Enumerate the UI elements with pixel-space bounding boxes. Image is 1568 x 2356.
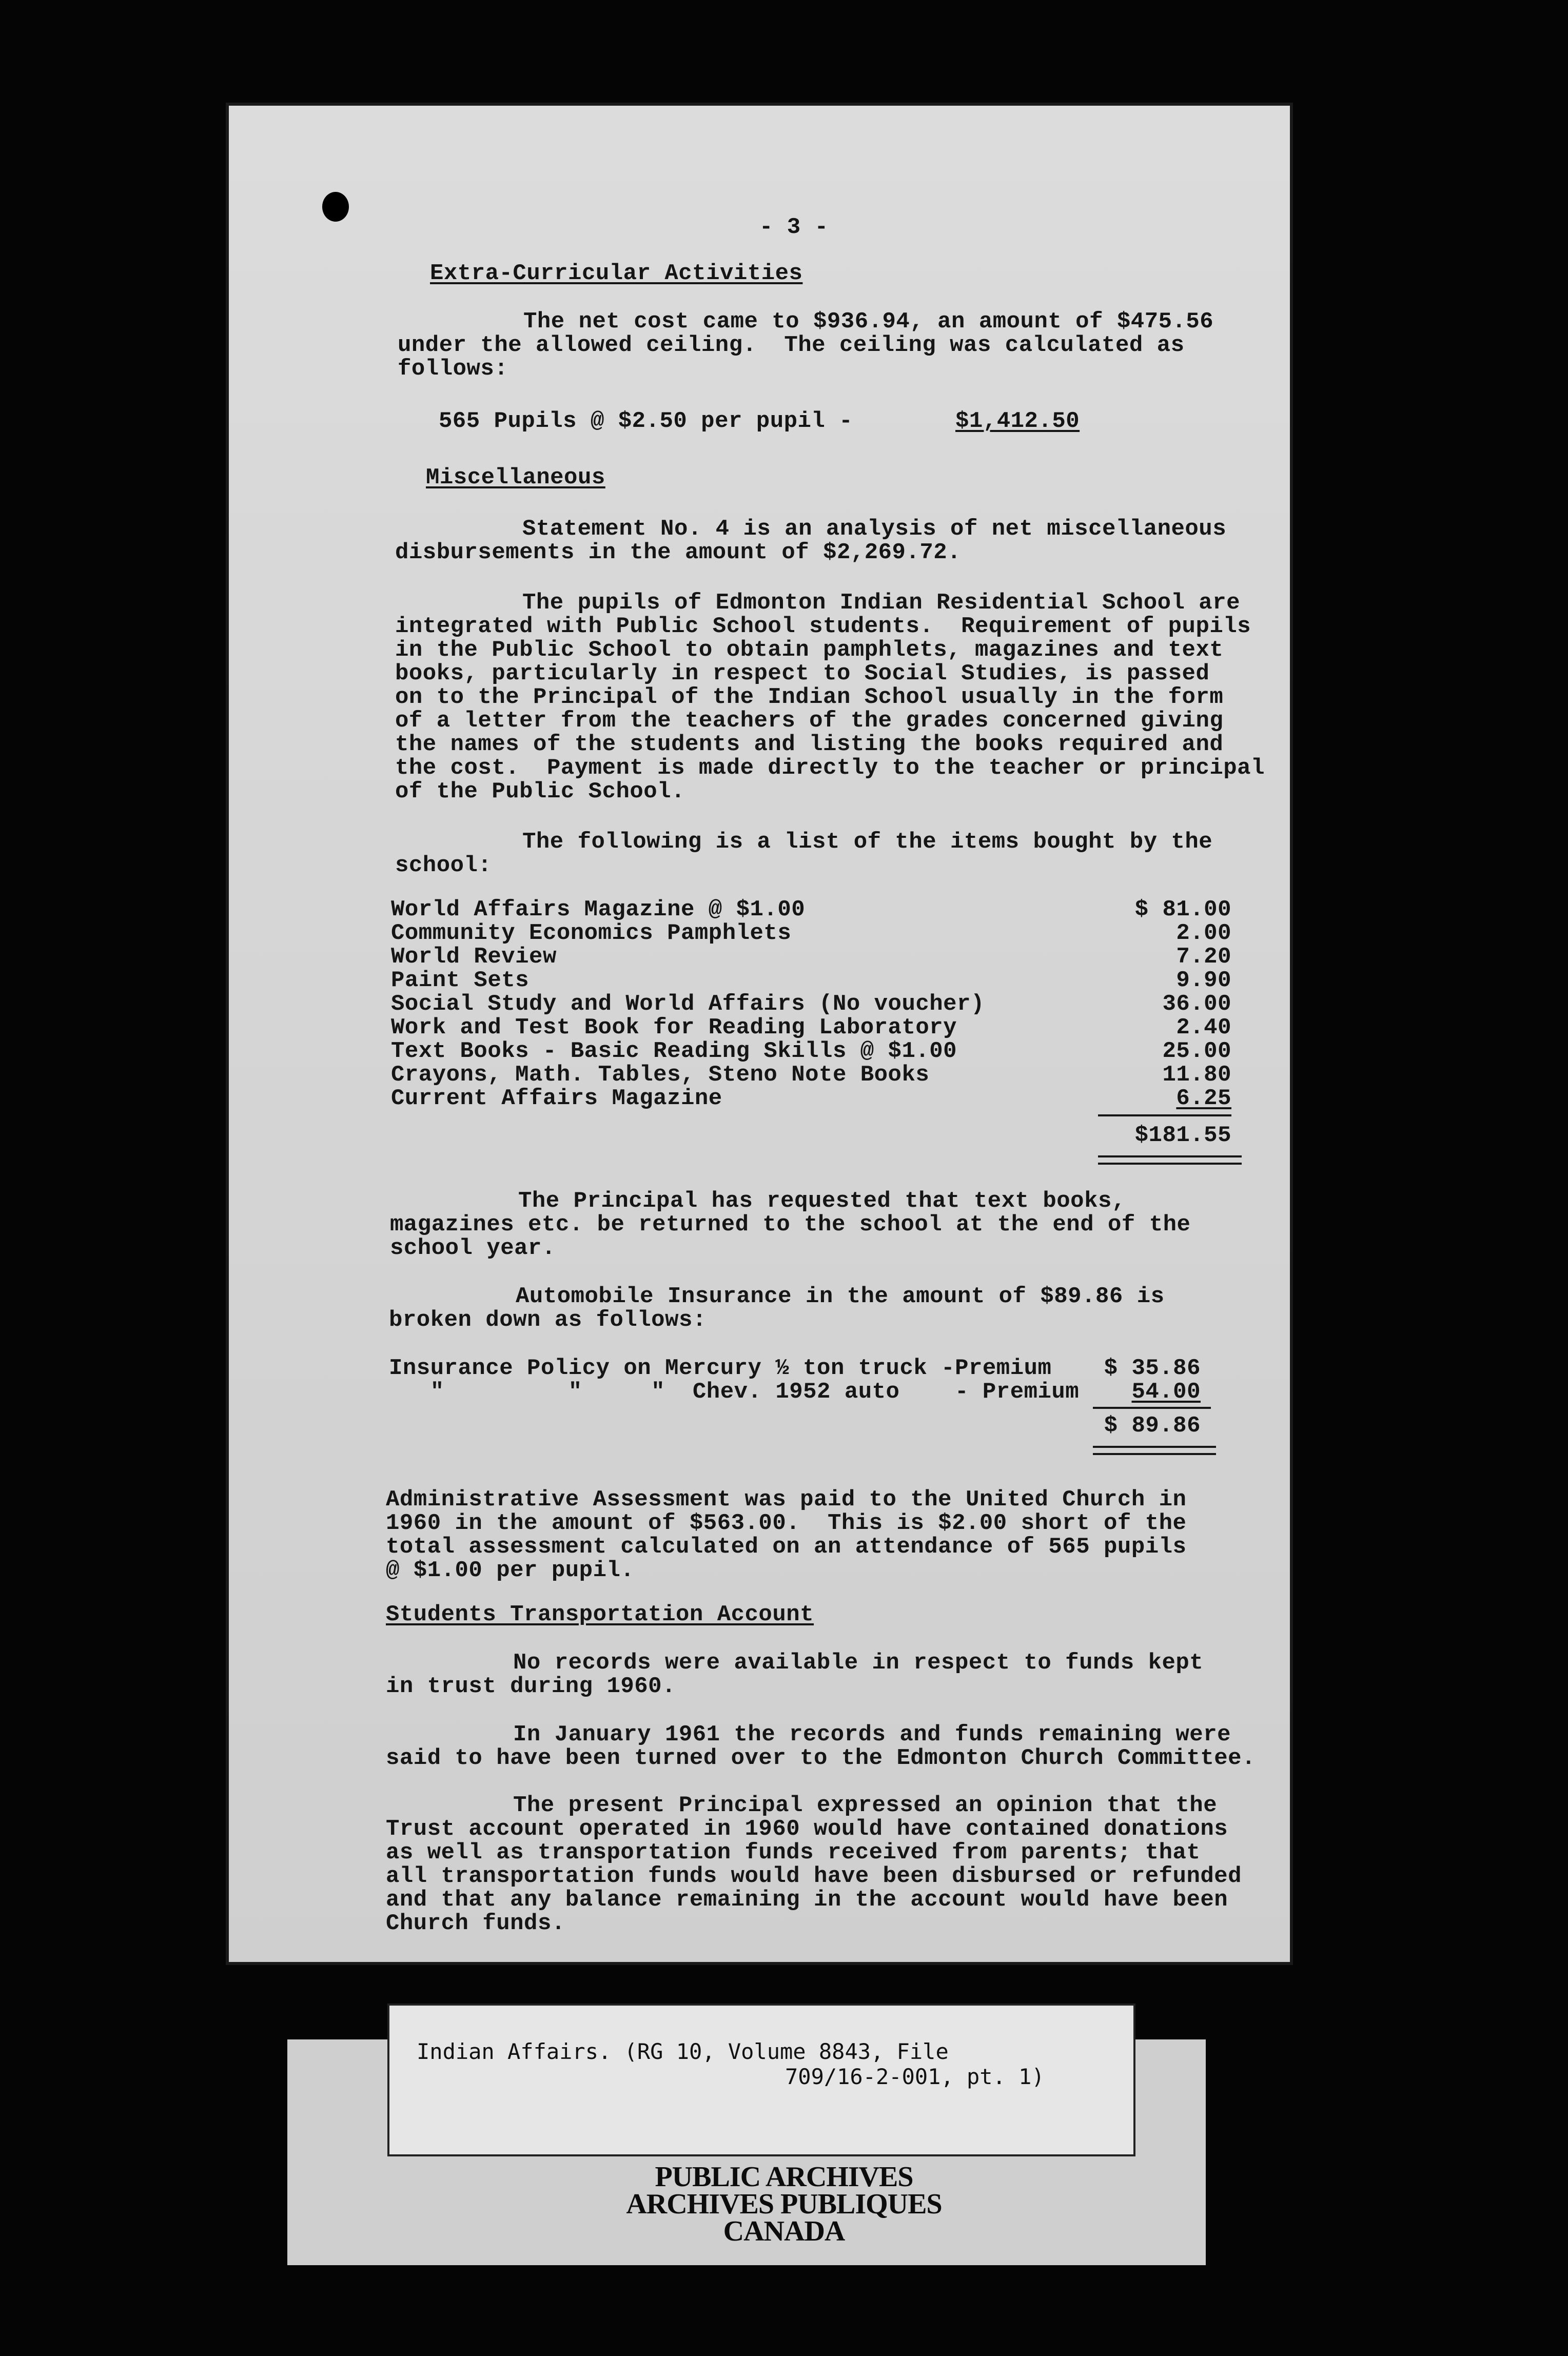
item-amount: 7.20 — [1176, 944, 1231, 970]
item-label: Current Affairs Magazine — [391, 1086, 722, 1111]
archives-stamp-line: CANADA — [723, 2215, 845, 2247]
item-label: Text Books - Basic Reading Skills @ $1.00 — [391, 1038, 957, 1064]
insurance-amount: 54.00 — [1131, 1379, 1201, 1405]
paragraph-line: broken down as follows: — [389, 1307, 707, 1333]
double-rule — [1093, 1446, 1216, 1448]
item-label: World Review — [391, 944, 557, 970]
paragraph-line: Church funds. — [386, 1911, 565, 1936]
paragraph-line: disbursements in the amount of $2,269.72. — [395, 540, 962, 565]
paragraph-line: of a letter from the teachers of the grades concerned giving — [395, 708, 1224, 734]
paragraph-line: The net cost came to $936.94, an amount of $475.56 — [523, 309, 1214, 335]
section-heading-miscellaneous: Miscellaneous — [426, 465, 605, 490]
insurance-total: $ 89.86 — [1104, 1413, 1201, 1439]
page-number: - 3 - — [759, 214, 829, 240]
items-total: $181.55 — [1134, 1123, 1231, 1148]
double-rule — [1098, 1155, 1242, 1157]
paragraph-line: all transportation funds would have been disbursed or refunded — [386, 1863, 1242, 1889]
item-amount: 11.80 — [1162, 1062, 1231, 1088]
item-amount: 9.90 — [1176, 968, 1231, 993]
paragraph-line: The present Principal expressed an opinion that the — [513, 1793, 1218, 1818]
item-amount: 36.00 — [1162, 991, 1231, 1017]
insurance-line: Insurance Policy on Mercury ½ ton truck -Premium — [389, 1356, 1052, 1381]
paragraph-line: Trust account operated in 1960 would have contained donations — [386, 1816, 1228, 1842]
paragraph-line: the cost. Payment is made directly to the teacher or principal — [395, 755, 1265, 781]
double-rule — [1093, 1453, 1216, 1455]
paragraph-line: on to the Principal of the Indian School usually in the form — [395, 684, 1224, 710]
paragraph-line: integrated with Public School students. Requirement of pupils — [395, 614, 1251, 639]
calculation-label: 565 Pupils @ $2.50 per pupil - — [439, 408, 853, 434]
item-label: Crayons, Math. Tables, Steno Note Books — [391, 1062, 930, 1088]
paragraph-line: follows: — [398, 356, 508, 382]
paragraph-line: The following is a list of the items bought by the — [522, 829, 1213, 855]
double-rule — [1098, 1163, 1242, 1165]
item-label: Work and Test Book for Reading Laboratory — [391, 1015, 957, 1040]
citation-line: 709/16-2-001, pt. 1) — [785, 2064, 1045, 2089]
paragraph-line: No records were available in respect to funds kept — [513, 1650, 1204, 1676]
paragraph-line: under the allowed ceiling. The ceiling was calculated as — [398, 332, 1185, 358]
paragraph-line: books, particularly in respect to Social Studies, is passed — [395, 661, 1210, 686]
paragraph-line: of the Public School. — [395, 779, 685, 804]
paragraph-line: @ $1.00 per pupil. — [386, 1558, 635, 1583]
paragraph-line: school: — [395, 853, 492, 878]
item-amount: 25.00 — [1162, 1038, 1231, 1064]
section-heading-extra-curricular: Extra-Curricular Activities — [430, 261, 803, 286]
paragraph-line: in trust during 1960. — [386, 1674, 676, 1699]
paragraph-line: school year. — [390, 1235, 556, 1261]
archives-stamp-line: PUBLIC ARCHIVES — [655, 2161, 913, 2193]
item-amount: 2.00 — [1176, 920, 1231, 946]
total-rule — [1098, 1114, 1231, 1116]
section-heading-transportation: Students Transportation Account — [386, 1602, 814, 1627]
punch-hole — [322, 192, 349, 222]
paragraph-line: The Principal has requested that text books, — [518, 1188, 1126, 1214]
paragraph-line: In January 1961 the records and funds remaining were — [513, 1722, 1231, 1748]
citation-line: Indian Affairs. (RG 10, Volume 8843, File — [417, 2039, 949, 2064]
calculation-value: $1,412.50 — [955, 408, 1080, 434]
paragraph-line: The pupils of Edmonton Indian Residential School are — [522, 590, 1241, 616]
paragraph-line: in the Public School to obtain pamphlets, magazines and text — [395, 637, 1224, 663]
paragraph-line: as well as transportation funds received from parents; that — [386, 1840, 1201, 1866]
item-amount: 2.40 — [1176, 1015, 1231, 1040]
insurance-amount: $ 35.86 — [1104, 1356, 1201, 1381]
paragraph-line: and that any balance remaining in the account would have been — [386, 1887, 1228, 1913]
paragraph-line: Administrative Assessment was paid to the United Church in — [386, 1487, 1187, 1513]
paragraph-line: 1960 in the amount of $563.00. This is $2.00 short of the — [386, 1510, 1187, 1536]
item-label: Community Economics Pamphlets — [391, 920, 792, 946]
paragraph-line: the names of the students and listing the books required and — [395, 732, 1224, 757]
item-label: Social Study and World Affairs (No voucher) — [391, 991, 985, 1017]
paragraph-line: magazines etc. be returned to the school at the end of the — [390, 1212, 1191, 1238]
total-rule — [1093, 1407, 1211, 1409]
paragraph-line: Statement No. 4 is an analysis of net miscellaneous — [522, 516, 1227, 542]
item-label: World Affairs Magazine @ $1.00 — [391, 897, 806, 922]
item-amount: 6.25 — [1176, 1086, 1231, 1111]
paragraph-line: said to have been turned over to the Edmonton Church Committee. — [386, 1745, 1256, 1771]
paragraph-line: total assessment calculated on an attendance of 565 pupils — [386, 1534, 1187, 1560]
insurance-line: " " " Chev. 1952 auto - Premium — [389, 1379, 1080, 1405]
item-label: Paint Sets — [391, 968, 530, 993]
paragraph-line: Automobile Insurance in the amount of $89.86 is — [516, 1284, 1165, 1309]
archives-stamp-line: ARCHIVES PUBLIQUES — [626, 2188, 942, 2220]
item-amount: $ 81.00 — [1134, 897, 1231, 922]
